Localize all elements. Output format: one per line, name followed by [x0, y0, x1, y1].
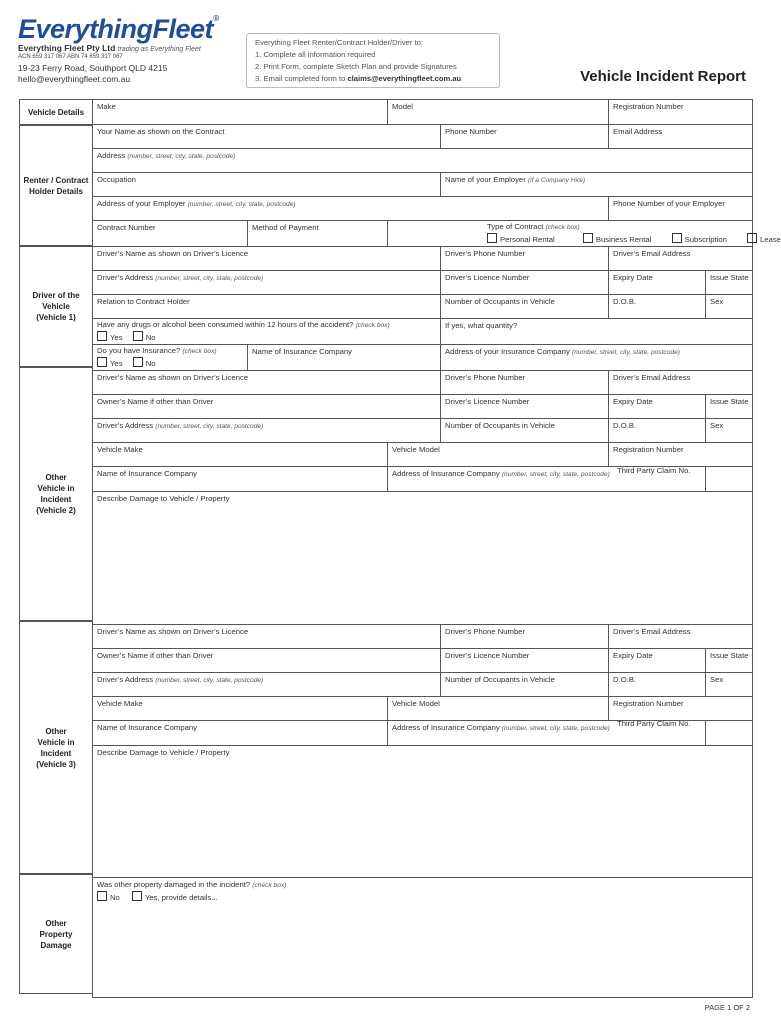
v3-claim-no-label: Third Party Claim No. — [617, 719, 691, 728]
drugs-yes-checkbox[interactable] — [97, 331, 107, 341]
section-other-vehicle-2: Other Vehicle in Incident (Vehicle 2) — [19, 367, 92, 621]
v3-issue-state-field[interactable]: Issue State — [706, 649, 753, 673]
v3-make-field[interactable]: Vehicle Make — [93, 697, 388, 721]
model-field[interactable]: Model — [388, 100, 609, 125]
page-title: Vehicle Incident Report — [580, 68, 746, 85]
quantity-field[interactable]: If yes, what quantity? — [441, 319, 753, 345]
v3-driver-email-field[interactable]: Driver’s Email Address — [609, 625, 753, 649]
v3-owner-field[interactable]: Owner’s Name if other than Driver — [93, 649, 441, 673]
instructions-heading: Everything Fleet Renter/Contract Holder/Driver to: — [255, 38, 423, 47]
section-driver: Driver of the Vehicle (Vehicle 1) — [19, 246, 92, 367]
v2-insurance-address-field[interactable]: Address of Insurance Company (number, street, city, state, postcode) — [388, 467, 706, 492]
v3-driver-name-field[interactable]: Driver’s Name as shown on Driver’s Licence — [93, 625, 441, 649]
v3-insurance-name-field[interactable]: Name of Insurance Company — [93, 721, 388, 746]
v3-expiry-field[interactable]: Expiry Date — [609, 649, 706, 673]
lease-checkbox[interactable] — [747, 233, 757, 243]
v3-claim-no-field[interactable] — [706, 721, 753, 746]
v2-insurance-name-field[interactable]: Name of Insurance Company — [93, 467, 388, 492]
dob-field[interactable]: D.O.B. — [609, 295, 706, 319]
v2-damage-field[interactable]: Describe Damage to Vehicle / Property — [93, 492, 753, 625]
v3-sex-field[interactable]: Sex — [706, 673, 753, 697]
insurance-yes-checkbox[interactable] — [97, 357, 107, 367]
v3-damage-field[interactable]: Describe Damage to Vehicle / Property — [93, 746, 753, 878]
employer-phone-field[interactable]: Phone Number of your Employer — [609, 197, 753, 221]
v2-make-field[interactable]: Vehicle Make — [93, 443, 388, 467]
v3-driver-phone-field[interactable]: Driver’s Phone Number — [441, 625, 609, 649]
company-email: hello@everythingfleet.com.au — [18, 74, 131, 84]
issue-state-field[interactable]: Issue State — [706, 271, 753, 295]
v2-sex-field[interactable]: Sex — [706, 419, 753, 443]
company-acn: ACN 659 317 067 ABN 74 659 317 067 — [18, 54, 123, 60]
driver-name-field[interactable]: Driver’s Name as shown on Driver’s Licence — [93, 247, 441, 271]
expiry-date-field[interactable]: Expiry Date — [609, 271, 706, 295]
email-field[interactable]: Email Address — [609, 125, 753, 149]
employer-field[interactable]: Name of your Employer (if a Company Hire) — [441, 173, 753, 197]
v2-driver-email-field[interactable]: Driver’s Email Address — [609, 371, 753, 395]
page-number: PAGE 1 OF 2 — [704, 1003, 750, 1012]
insurance-name-field[interactable]: Name of Insurance Company — [248, 345, 441, 371]
section-vehicle-details: Vehicle Details — [19, 99, 92, 125]
v3-dob-field[interactable]: D.O.B. — [609, 673, 706, 697]
incident-form — [92, 99, 781, 998]
v2-expiry-field[interactable]: Expiry Date — [609, 395, 706, 419]
v2-driver-name-field[interactable]: Driver’s Name as shown on Driver’s Licence — [93, 371, 441, 395]
relation-field[interactable]: Relation to Contract Holder — [93, 295, 441, 319]
driver-address-field[interactable]: Driver’s Address (number, street, city, state, postcode) — [93, 271, 441, 295]
v2-model-field[interactable]: Vehicle Model — [388, 443, 609, 467]
v2-licence-field[interactable]: Driver’s Licence Number — [441, 395, 609, 419]
rego-field[interactable]: Registration Number — [609, 100, 753, 125]
insurance-no-checkbox[interactable] — [133, 357, 143, 367]
address-field[interactable]: Address (number, street, city, state, postcode) — [93, 149, 753, 173]
v2-driver-phone-field[interactable]: Driver’s Phone Number — [441, 371, 609, 395]
v2-claim-no-label: Third Party Claim No. — [617, 466, 691, 475]
instructions-step-3: 3. Email completed form to claims@everythingfleet.com.au — [255, 74, 462, 83]
personal-rental-checkbox[interactable] — [487, 233, 497, 243]
company-name-line: Everything Fleet Pty Ltd trading as Everything Fleet — [18, 43, 201, 53]
v2-rego-field[interactable]: Registration Number — [609, 443, 753, 467]
driver-email-field[interactable]: Driver’s Email Address — [609, 247, 753, 271]
company-logo: EverythingFleet® — [18, 14, 219, 44]
drugs-no-checkbox[interactable] — [133, 331, 143, 341]
contract-type-field: Type of Contract (check box) Personal Rental Business Rental Subscription Lease — [388, 221, 753, 247]
v2-address-field[interactable]: Driver’s Address (number, street, city, state, postcode) — [93, 419, 441, 443]
v3-insurance-address-field[interactable]: Address of Insurance Company (number, street, city, state, postcode) — [388, 721, 706, 746]
v3-licence-field[interactable]: Driver’s Licence Number — [441, 649, 609, 673]
v2-occupants-field[interactable]: Number of Occupants in Vehicle — [441, 419, 609, 443]
v3-model-field[interactable]: Vehicle Model — [388, 697, 609, 721]
v3-occupants-field[interactable]: Number of Occupants in Vehicle — [441, 673, 609, 697]
v3-rego-field[interactable]: Registration Number — [609, 697, 753, 721]
insurance-question: Do you have Insurance? (check box) Yes No — [93, 345, 248, 371]
make-field[interactable]: Make — [93, 100, 388, 125]
business-rental-checkbox[interactable] — [583, 233, 593, 243]
property-damage-field: Was other property damaged in the incident? (check box) No Yes, provide details... — [93, 878, 753, 998]
instructions-step-2: 2. Print Form, complete Sketch Plan and provide Signatures — [255, 62, 457, 71]
drugs-question: Have any drugs or alcohol been consumed within 12 hours of the accident? (check box) Yes No — [93, 319, 441, 345]
instructions-step-1: 1. Complete all information required — [255, 50, 376, 59]
insurance-address-field[interactable]: Address of your Insurance Company (number, street, city, state, postcode) — [441, 345, 753, 371]
property-yes-checkbox[interactable] — [132, 891, 142, 901]
employer-address-field[interactable]: Address of your Employer (number, street, city, state, postcode) — [93, 197, 609, 221]
driver-phone-field[interactable]: Driver’s Phone Number — [441, 247, 609, 271]
subscription-checkbox[interactable] — [672, 233, 682, 243]
section-other-property: Other Property Damage — [19, 874, 92, 994]
v2-claim-no-field[interactable] — [706, 467, 753, 492]
contract-number-field[interactable]: Contract Number — [93, 221, 248, 247]
v2-dob-field[interactable]: D.O.B. — [609, 419, 706, 443]
phone-field[interactable]: Phone Number — [441, 125, 609, 149]
v3-address-field[interactable]: Driver’s Address (number, street, city, state, postcode) — [93, 673, 441, 697]
claims-email-link[interactable]: claims@everythingfleet.com.au — [347, 74, 462, 83]
v2-issue-state-field[interactable]: Issue State — [706, 395, 753, 419]
occupation-field[interactable]: Occupation — [93, 173, 441, 197]
section-other-vehicle-3: Other Vehicle in Incident (Vehicle 3) — [19, 621, 92, 874]
instructions-box — [246, 33, 500, 88]
occupants-field[interactable]: Number of Occupants in Vehicle — [441, 295, 609, 319]
payment-method-field[interactable]: Method of Payment — [248, 221, 388, 247]
section-renter: Renter / Contract Holder Details — [19, 125, 92, 246]
sex-field[interactable]: Sex — [706, 295, 753, 319]
driver-licence-field[interactable]: Driver’s Licence Number — [441, 271, 609, 295]
company-address: 19-23 Ferry Road, Southport QLD 4215 — [18, 63, 168, 73]
v2-owner-field[interactable]: Owner’s Name if other than Driver — [93, 395, 441, 419]
your-name-field[interactable]: Your Name as shown on the Contract — [93, 125, 441, 149]
property-no-checkbox[interactable] — [97, 891, 107, 901]
